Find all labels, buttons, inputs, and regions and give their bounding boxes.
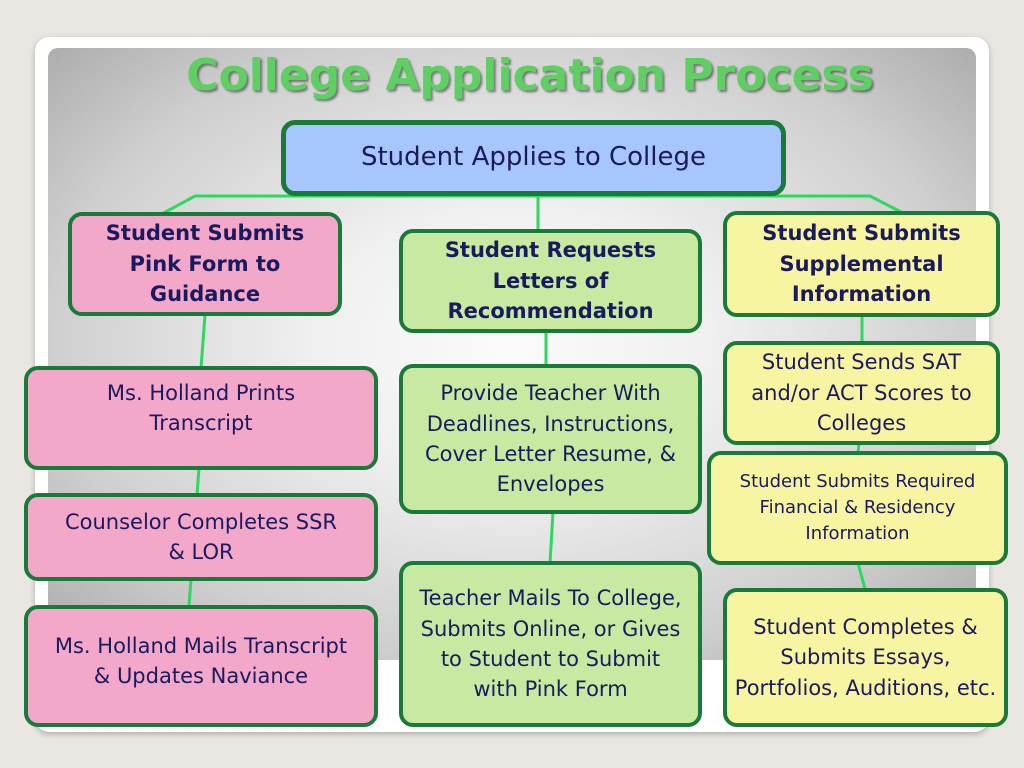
column-1-step-1-label: Ms. Holland Prints Transcript xyxy=(106,380,296,435)
column-3-step-2-label: Student Submits Required Financial & Residency Information xyxy=(739,470,976,545)
column-1-step-2-label: Counselor Completes SSR & LOR xyxy=(64,509,338,564)
column-1-step-3 xyxy=(24,605,378,727)
column-3-step-1-label: Student Sends SAT and/or ACT Scores to Colleges xyxy=(751,350,972,436)
column-1-step-1 xyxy=(24,366,378,470)
column-1-step-3-label: Ms. Holland Mails Transcript & Updates Naviance xyxy=(54,633,348,688)
connector-col3-c xyxy=(858,563,865,589)
column-2-step-1-label: Provide Teacher With Deadlines, Instructions, Cover Letter Resume, & Envelopes xyxy=(424,381,677,497)
top-box xyxy=(281,120,786,196)
column-3-step-3 xyxy=(723,588,1008,727)
column-3-step-2 xyxy=(707,451,1008,565)
connector-col1-a xyxy=(201,315,205,368)
column-3-step-1 xyxy=(723,341,1000,445)
column-2-header xyxy=(399,229,702,333)
column-2-step-1 xyxy=(399,364,702,514)
column-2-step-2-label: Teacher Mails To College, Submits Online, or Gives to Student to Submit with Pink Form xyxy=(419,586,682,702)
connector-col2-b xyxy=(550,512,553,563)
column-2-step-2 xyxy=(399,561,702,727)
column-2-header-label: Student Requests Letters of Recommendation xyxy=(444,238,657,324)
connector-col1-c xyxy=(189,579,191,606)
column-3-step-3-label: Student Completes & Submits Essays, Portfolios, Auditions, etc. xyxy=(734,614,997,700)
column-3-header xyxy=(723,211,1000,317)
column-1-step-2 xyxy=(24,493,378,581)
column-1-header xyxy=(68,212,342,316)
column-3-header-label: Student Submits Supplemental Information xyxy=(762,221,961,307)
connector-col1-b xyxy=(197,468,199,495)
slide-title: College Application Process xyxy=(186,50,874,101)
top-box-label: Student Applies to College xyxy=(360,142,707,173)
column-1-header-label: Student Submits Pink Form to Guidance xyxy=(105,221,305,307)
